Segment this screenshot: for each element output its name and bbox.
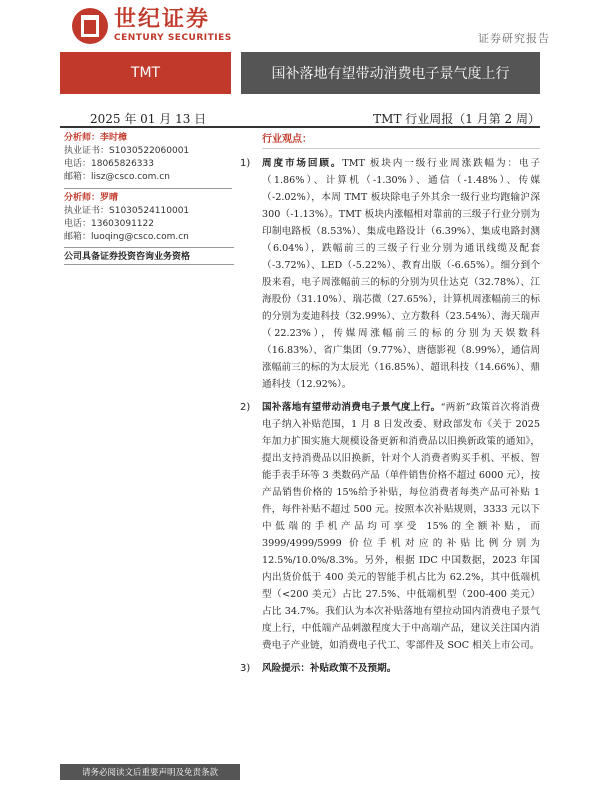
qualification-statement: 公司具备证券投资咨询业务资格 xyxy=(64,247,234,265)
logo-chinese-name: 世纪证券 xyxy=(114,7,211,32)
list-number: 2) xyxy=(240,402,251,413)
header-divider xyxy=(60,126,540,128)
list-item-text xyxy=(262,660,540,677)
list-item-lead: 风险提示：补贴政策不及预期。 xyxy=(262,663,397,674)
list-item-lead: 周度市场回顾。 xyxy=(262,158,343,169)
document-type: 证券研究报告 xyxy=(478,32,550,45)
analyst-block xyxy=(64,132,242,184)
report-date: 2025 年 01 月 13 日 xyxy=(90,112,207,126)
list-number: 1) xyxy=(240,158,251,169)
logo-english-name: CENTURY SECURITIES xyxy=(114,33,232,43)
list-item xyxy=(240,399,540,654)
analyst-divider xyxy=(64,188,232,189)
list-number: 3) xyxy=(240,663,251,674)
main-content xyxy=(240,132,540,677)
list-item-text xyxy=(262,399,540,654)
list-item-body: “两新”政策首次将消费电子纳入补贴范围，1 月 8 日发改委、财政部发布《关于 2025 年加力扩围实施大规模设备更新和消费品以旧换新政策的通知》，提出支持消费品以旧换新，针对个人消费者购买手机、平板、智能手表手环等 3 类数码产品（单件销售价格不超过 6000 元），按产品销售价格的 15%给予补贴，每位消费者每类产品可补贴 1 件，每件补贴不超过 500 元。按照本次补贴规则，3333 元以下中低端的手机产品均可享受 15%的全额补贴，而 3999/4999/5999 价位手机对应的补贴比例分别为 12.5%/10.0%/8.3%。另外，根据 IDC 中国数据，2023 年国内出货价低于 400 美元的智能手机占比为 62.2%，其中低端机型（<200 美元）占比 27.5%、中低端机型（200-400 美元）占比 34.7%。我们认为本次补贴落地有望拉动国内消费电子景气度上行，中低端产品刺激程度大于中高端产品，建议关注国内消费电子产业链，如消费电子代工、零部件及 SOC 相关上市公司。 xyxy=(262,402,541,651)
list-item-lead: 国补落地有望带动消费电子景气度上行。 xyxy=(262,402,441,413)
list-item xyxy=(240,155,540,393)
analyst-block xyxy=(64,192,242,244)
list-item-body: TMT 板块内一级行业周涨跌幅为：电子（1.86%）、计算机（-1.30%）、通信（-1.48%）、传媒（-2.02%），本周 TMT 板块除电子外其余一级行业均跑输沪深 300（-1.13%）。TMT 板块内涨幅相对靠前的三级子行业分别为印制电路板（8.53%）、集成电路设计（6.39%）、集成电路封测（6.04%），跌幅前三的三级子行业分别为通讯线缆及配套（-3.72%）、LED（-5.22%）、教育出版（-6.65%）。细分到个股来看，电子周涨幅前三的标的分别为贝仕达克（32.78%）、江海股份（31.10%）、瑞芯微（27.65%），计算机周涨幅前三的标的分别为麦迪科技（32.99%）、立方数科（23.54%）、海天瑞声（22.23%），传媒周涨幅前三的标的分别为天娱数科（16.83%）、省广集团（9.77%）、唐德影视（8.99%），通信周涨幅前三的标的为太辰光（16.85%）、超讯科技（14.66%）、鼎通科技（12.92%）。 xyxy=(262,158,541,390)
report-series-name: TMT 行业周报（1 月第 2 周） xyxy=(373,112,540,126)
analyst-cert: 执业证书：S1030524110001 xyxy=(64,206,190,216)
analyst-sidebar xyxy=(64,132,242,265)
analyst-cert: 执业证书：S1030522060001 xyxy=(64,146,190,156)
list-item xyxy=(240,660,540,677)
list-item-text xyxy=(262,155,540,393)
analyst-phone: 电话：18065826333 xyxy=(64,159,154,169)
analyst-name: 分析师：李时樟 xyxy=(64,133,128,143)
report-title: 国补落地有望带动消费电子景气度上行 xyxy=(241,52,540,94)
analyst-name: 分析师：罗晴 xyxy=(64,193,119,203)
disclaimer-footer: 请务必阅读文后重要声明及免责条款 xyxy=(60,764,240,780)
logo-emblem xyxy=(72,8,108,44)
section-title: 行业观点： xyxy=(262,132,540,149)
analyst-phone: 电话：13603091122 xyxy=(64,219,154,229)
company-logo xyxy=(72,8,232,44)
analyst-email[interactable]: 邮箱：luoqing@csco.com.cn xyxy=(64,232,189,242)
analyst-email[interactable]: 邮箱：lisz@csco.com.cn xyxy=(64,172,170,182)
sector-banner: TMT xyxy=(60,52,231,94)
